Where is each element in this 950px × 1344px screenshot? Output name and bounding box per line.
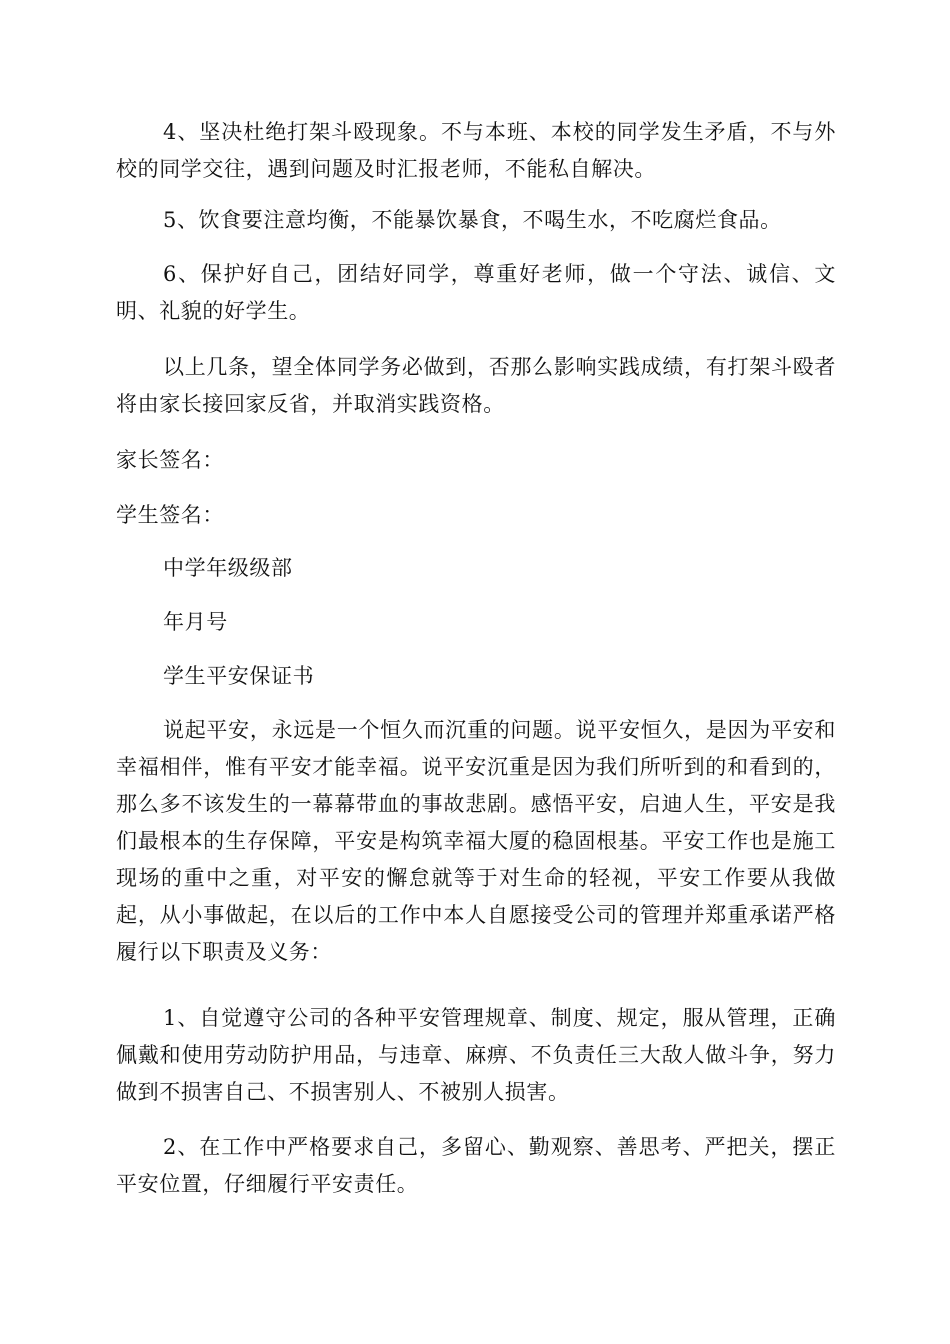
department-label: 中学年级级部 <box>163 556 293 580</box>
date-label: 年月号 <box>163 610 228 634</box>
section-title: 学生平安保证书 <box>163 664 315 688</box>
paragraph-item-5: 5、饮食要注意均衡，不能暴饮暴食，不喝生水，不吃腐烂食品。 <box>163 208 782 232</box>
paragraph-item-4: 4、坚决杜绝打架斗殴现象。不与本班、本校的同学发生矛盾，不与外校的同学交往，遇到问题及时汇报老师，不能私自解决。 <box>116 120 836 181</box>
student-signature-label: 学生签名： <box>116 503 224 527</box>
paragraph-intro: 说起平安，永远是一个恒久而沉重的问题。说平安恒久，是因为平安和幸福相伴，惟有平安才能幸福。说平安沉重是因为我们所听到的和看到的，那么多不该发生的一幕幕带血的事故悲剧。感悟平安，启迪人生，平安是我们最根本的生存保障，平安是构筑幸福大厦的稳固根基。平安工作也是施工现场的重中之重，对平安的懈怠就等于对生命的轻视，平安工作要从我做起，从小事做起，在以后的工作中本人自愿接受公司的管理并郑重承诺严格履行以下职责及义务： <box>116 718 836 964</box>
paragraph-item-6: 6、保护好自己，团结好同学，尊重好老师，做一个守法、诚信、文明、礼貌的好学生。 <box>116 262 836 323</box>
paragraph-duty-2: 2、在工作中严格要求自己，多留心、勤观察、善思考、严把关，摆正平安位置，仔细履行平安责任。 <box>116 1135 836 1196</box>
parent-signature-label: 家长签名： <box>116 448 224 472</box>
paragraph-summary: 以上几条，望全体同学务必做到，否那么影响实践成绩，有打架斗殴者将由家长接回家反省，并取消实践资格。 <box>116 355 836 416</box>
paragraph-duty-1: 1、自觉遵守公司的各种平安管理规章、制度、规定，服从管理，正确佩戴和使用劳动防护用品，与违章、麻痹、不负责任三大敌人做斗争，努力做到不损害自己、不损害别人、不被别人损害。 <box>116 1006 836 1104</box>
